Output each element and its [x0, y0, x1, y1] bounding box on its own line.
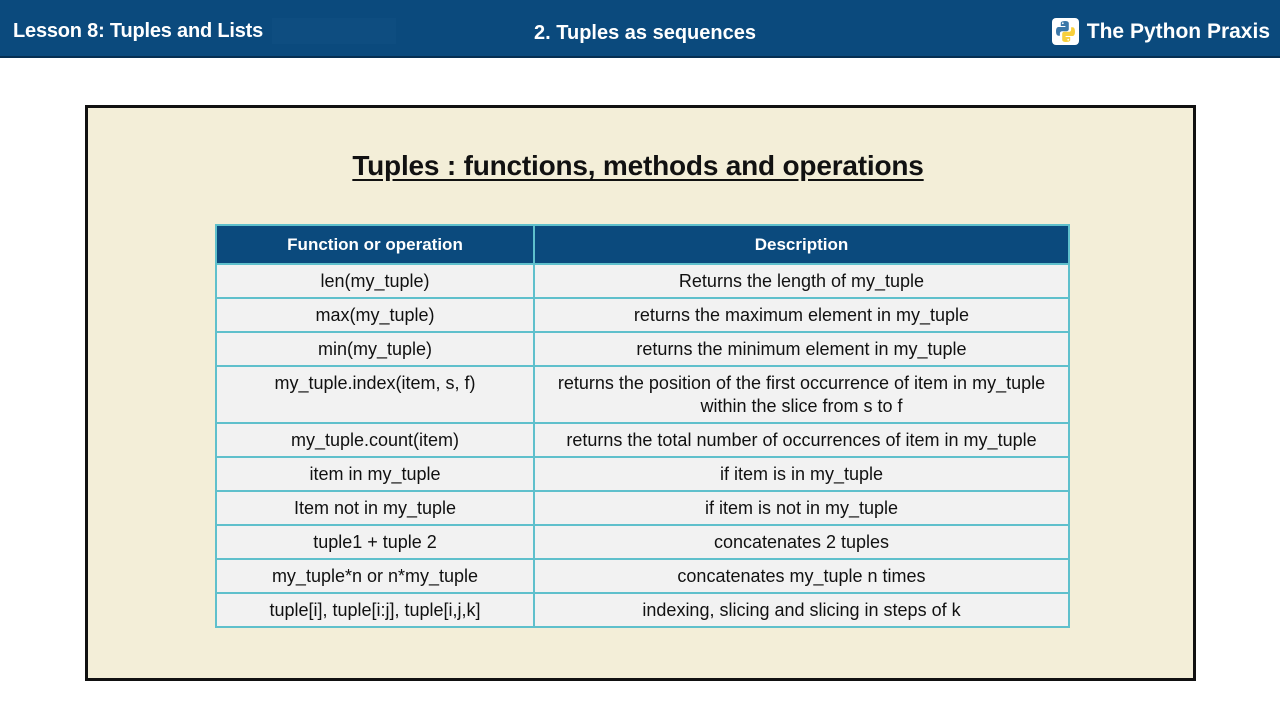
- function-cell: min(my_tuple): [216, 332, 534, 366]
- description-cell: concatenates 2 tuples: [534, 525, 1069, 559]
- function-cell: my_tuple*n or n*my_tuple: [216, 559, 534, 593]
- brand-name: The Python Praxis: [1086, 19, 1270, 43]
- header-bar: [0, 0, 1280, 58]
- table-row: [216, 457, 1069, 491]
- table-header-row: [216, 225, 1069, 264]
- lesson-title: Lesson 8: Tuples and Lists: [13, 20, 264, 42]
- brand: [1052, 18, 1270, 45]
- table-row: [216, 423, 1069, 457]
- column-header-description: Description: [534, 225, 1069, 264]
- operations-table: [215, 224, 1070, 628]
- slide-content: [85, 105, 1196, 681]
- table-row: [216, 264, 1069, 298]
- python-logo-icon: [1052, 18, 1079, 45]
- slide-title: Tuples : functions, methods and operations: [352, 150, 924, 181]
- column-header-function: Function or operation: [216, 225, 534, 264]
- description-cell: concatenates my_tuple n times: [534, 559, 1069, 593]
- function-cell: item in my_tuple: [216, 457, 534, 491]
- function-cell: my_tuple.index(item, s, f): [216, 366, 534, 423]
- description-cell: returns the maximum element in my_tuple: [534, 298, 1069, 332]
- function-cell: tuple1 + tuple 2: [216, 525, 534, 559]
- function-cell: len(my_tuple): [216, 264, 534, 298]
- description-cell: if item is not in my_tuple: [534, 491, 1069, 525]
- section-title: 2. Tuples as sequences: [534, 22, 756, 44]
- table-row: [216, 593, 1069, 627]
- description-cell: if item is in my_tuple: [534, 457, 1069, 491]
- table-row: [216, 491, 1069, 525]
- table-row: [216, 525, 1069, 559]
- table-row: [216, 366, 1069, 423]
- table-row: [216, 332, 1069, 366]
- function-cell: Item not in my_tuple: [216, 491, 534, 525]
- table-row: [216, 559, 1069, 593]
- description-cell: returns the position of the first occurrence of item in my_tuple within the slice from s to f: [534, 366, 1069, 423]
- function-cell: tuple[i], tuple[i:j], tuple[i,j,k]: [216, 593, 534, 627]
- description-cell: indexing, slicing and slicing in steps of k: [534, 593, 1069, 627]
- table-row: [216, 298, 1069, 332]
- function-cell: max(my_tuple): [216, 298, 534, 332]
- description-cell: returns the minimum element in my_tuple: [534, 332, 1069, 366]
- description-cell: returns the total number of occurrences of item in my_tuple: [534, 423, 1069, 457]
- function-cell: my_tuple.count(item): [216, 423, 534, 457]
- description-cell: Returns the length of my_tuple: [534, 264, 1069, 298]
